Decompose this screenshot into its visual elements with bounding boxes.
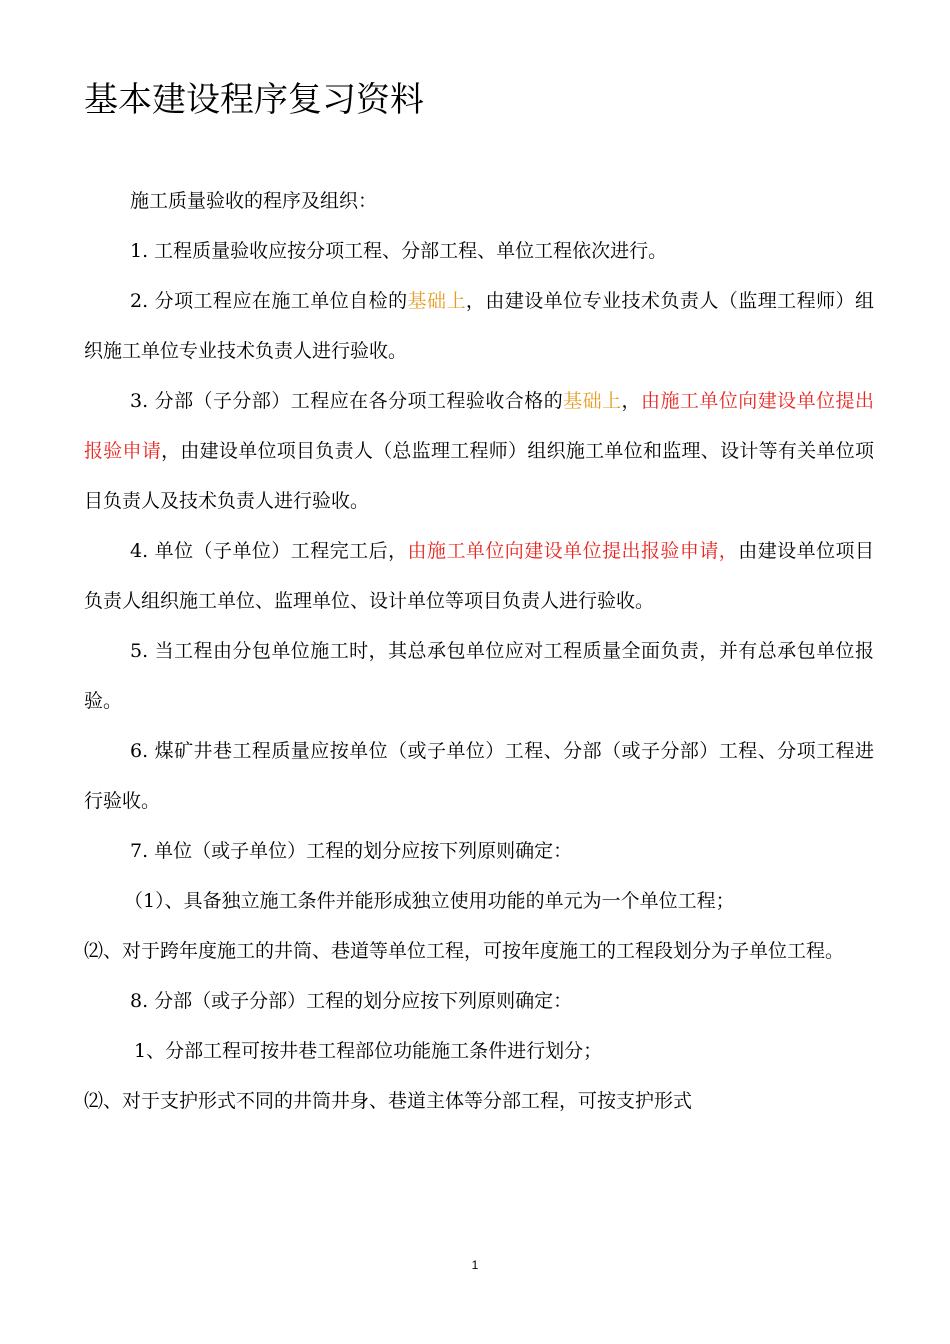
paragraph-8: 8. 分部（或子分部）工程的划分应按下列原则确定： (130, 990, 573, 1012)
paragraph-7-item-1: （1）、具备独立施工条件并能形成独立使用功能的单元为一个单位工程； (124, 890, 735, 912)
paragraph-4-text-a: 4. 单位（子单位）工程完工后， (130, 540, 408, 562)
paragraph-3-highlight-orange: 基础上 (563, 390, 622, 412)
paragraph-4 (84, 526, 874, 626)
paragraph-7-item-2: ⑵、对于跨年度施工的井筒、巷道等单位工程，可按年度施工的工程段划分为子单位工程。 (84, 940, 845, 962)
page-number: 1 (471, 1258, 479, 1272)
paragraph-7: 7. 单位（或子单位）工程的划分应按下列原则确定： (130, 840, 573, 862)
paragraph-3-text-c: ， (621, 390, 641, 412)
paragraph-3-text-a: 3. 分部（子分部）工程应在各分项工程验收合格的 (130, 390, 564, 412)
paragraph-3-highlight-red: 由施工单位向建设单位提出报验申请 (84, 390, 874, 462)
document-body (84, 176, 874, 1126)
paragraph-2-text-c: ，由建设单位专业技术负责人（监理工程师）组织施工单位专业技术负责人进行验收。 (84, 290, 874, 362)
paragraph-4-text-c: 由建设单位项目负责人组织施工单位、监理单位、设计单位等项目负责人进行验收。 (84, 540, 874, 612)
paragraph-5: 5. 当工程由分包单位施工时，其总承包单位应对工程质量全面负责，并有总承包单位报验。 (84, 640, 874, 712)
paragraph-8-item-2: ⑵、对于支护形式不同的井筒井身、巷道主体等分部工程，可按支护形式 (84, 1090, 693, 1112)
paragraph-3 (84, 376, 874, 526)
paragraph-8-item-1: 1、分部工程可按井巷工程部位功能施工条件进行划分； (134, 1040, 603, 1062)
paragraph-6: 6. 煤矿井巷工程质量应按单位（或子单位）工程、分部（或子分部）工程、分项工程进行验收。 (84, 740, 874, 812)
paragraph-2-highlight-orange: 基础上 (407, 290, 466, 312)
paragraph-2-text-a: 2. 分项工程应在施工单位自检的 (130, 290, 408, 312)
paragraph-2 (84, 276, 874, 376)
paragraph-intro: 施工质量验收的程序及组织： (130, 190, 378, 212)
document-title: 基本建设程序复习资料 (84, 80, 424, 120)
paragraph-4-highlight-red: 由施工单位向建设单位提出报验申请， (407, 540, 739, 562)
paragraph-3-text-e: ，由建设单位项目负责人（总监理工程师）组织施工单位和监理、设计等有关单位项目负责人及技术负责人进行验收。 (84, 440, 874, 512)
paragraph-1: 1. 工程质量验收应按分项工程、分部工程、单位工程依次进行。 (130, 240, 668, 262)
